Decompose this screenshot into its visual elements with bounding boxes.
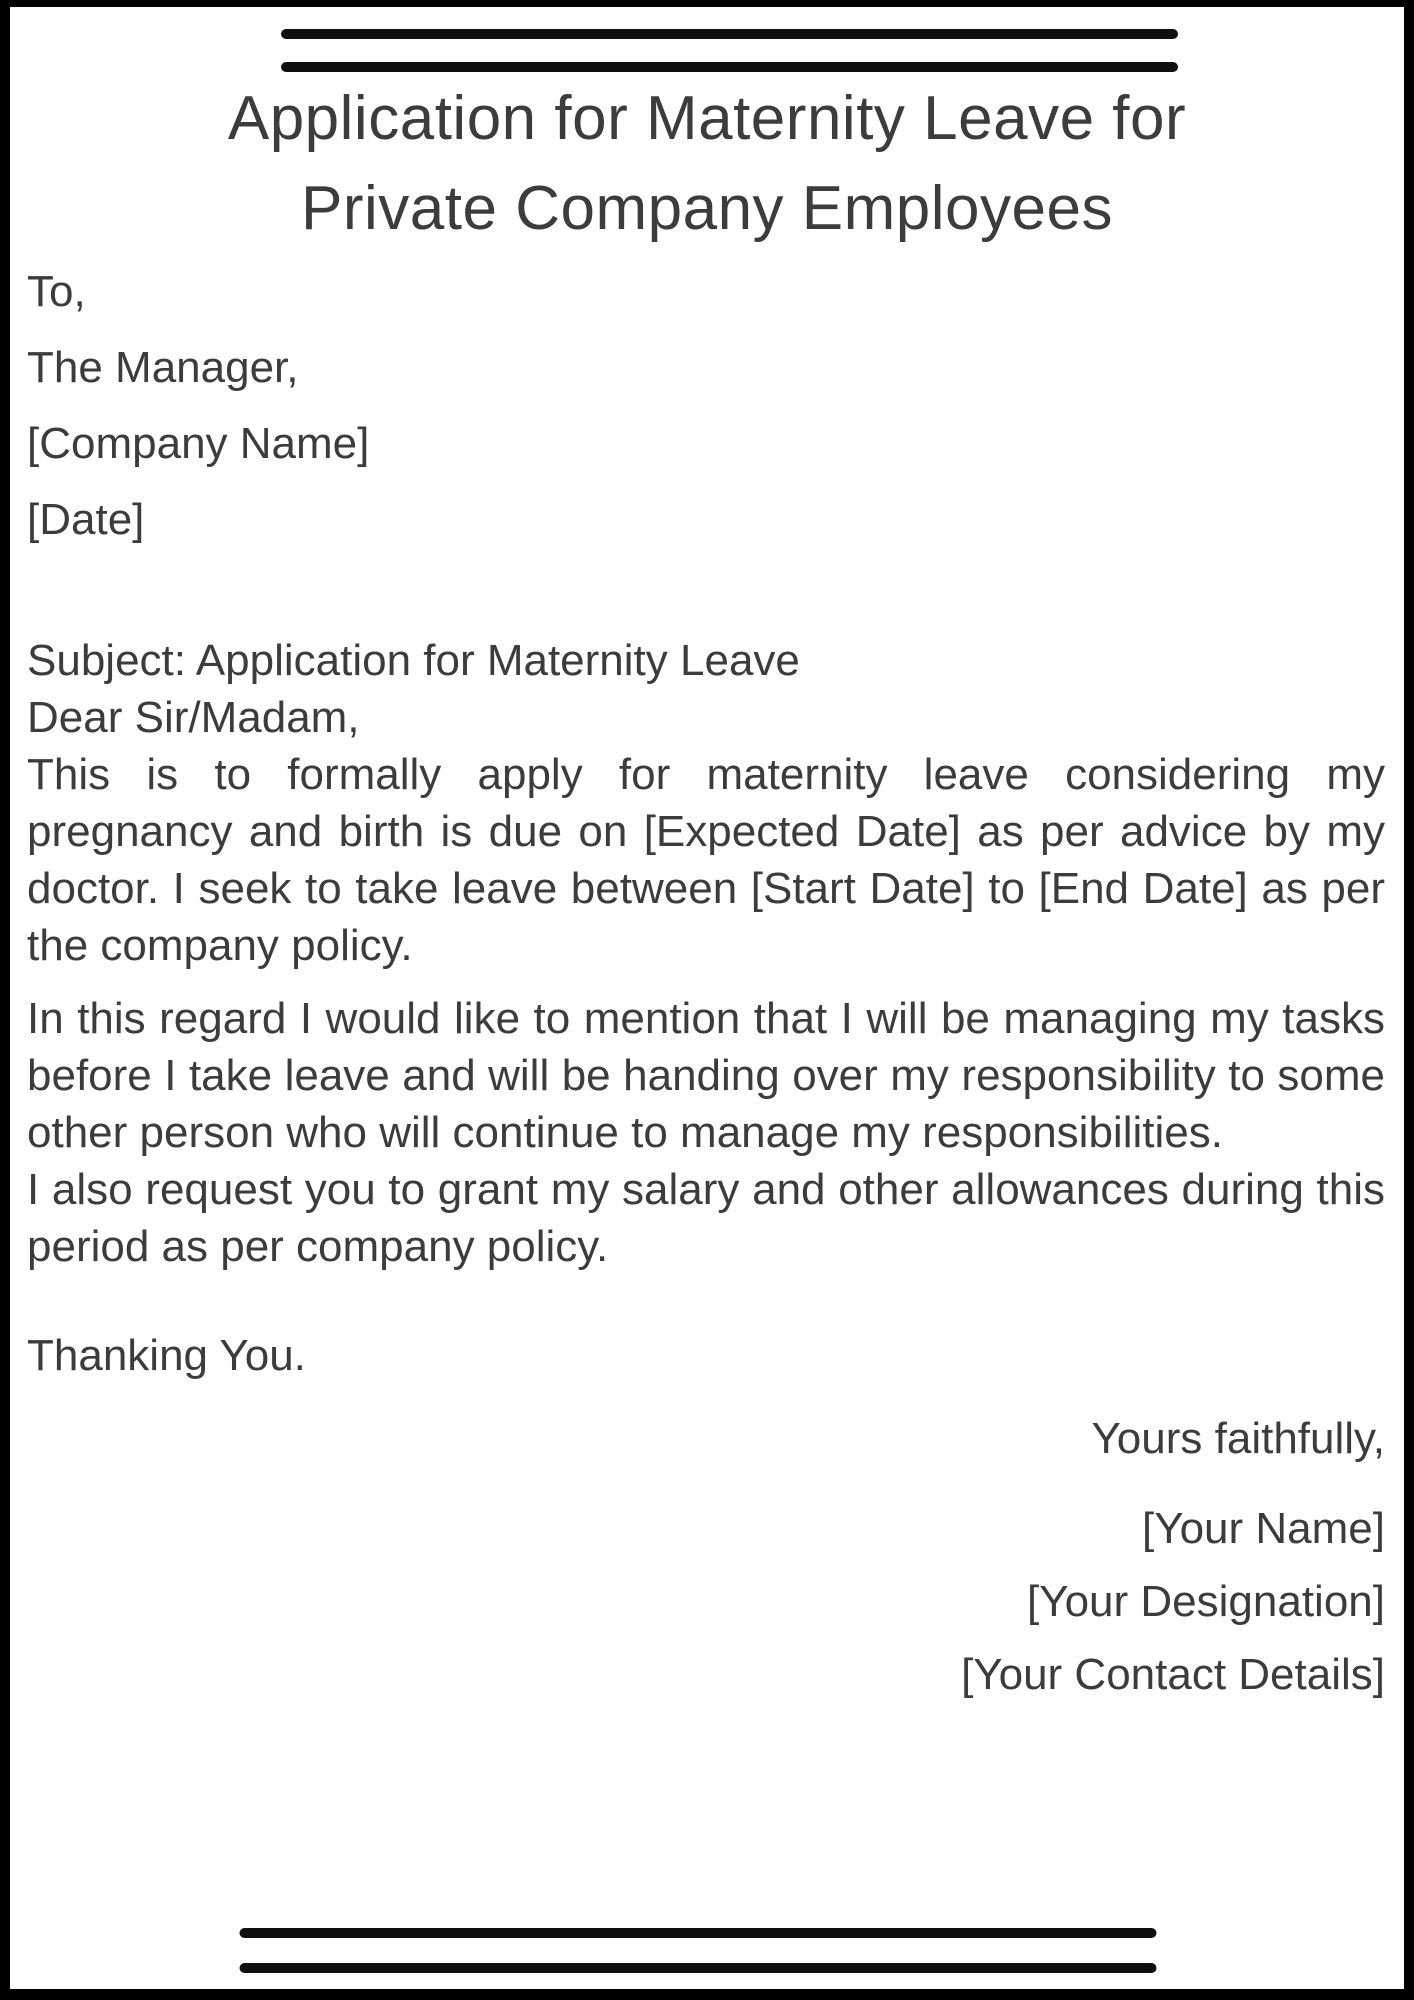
letter-body	[10, 254, 1404, 1711]
closing-line: Yours faithfully,	[1091, 1414, 1385, 1463]
rule-line	[281, 29, 1178, 39]
title-line-2: Private Company Employees	[301, 174, 1113, 243]
subject-block	[27, 632, 1385, 746]
thanks-line: Thanking You.	[27, 1331, 306, 1380]
recipient-line-company: [Company Name]	[27, 419, 370, 468]
rule-line	[240, 1963, 1157, 1973]
page-title	[10, 74, 1404, 254]
top-double-rule	[281, 29, 1178, 72]
salutation: Dear Sir/Madam,	[27, 693, 360, 742]
paragraph-3: I also request you to grant my salary and other allowances during this period as per company policy.	[27, 1165, 1385, 1271]
bottom-double-rule	[240, 1928, 1157, 1973]
rule-line	[281, 62, 1178, 72]
recipient-line-manager: The Manager,	[27, 343, 299, 392]
signature-block	[27, 1492, 1385, 1711]
title-line-1: Application for Maternity Leave for	[227, 84, 1187, 153]
signature-line-name: [Your Name]	[1142, 1504, 1385, 1553]
recipient-line-to: To,	[27, 267, 86, 316]
signature-line-contact: [Your Contact Details]	[961, 1650, 1385, 1699]
rule-line	[240, 1928, 1157, 1938]
paragraph-2: In this regard I would like to mention that I will be managing my tasks before I take leave and will be handing over my responsibility to some other person who will continue to manage my responsibilities.	[27, 994, 1385, 1157]
recipient-line-date: [Date]	[27, 495, 145, 544]
paragraph-1: This is to formally apply for maternity leave considering my pregnancy and birth is due on [Expected Date] as per advice by my doctor. I seek to take leave between [Start Date] to [End Date] as per the company policy.	[27, 750, 1385, 970]
subject-line: Subject: Application for Maternity Leave	[27, 636, 800, 685]
recipient-block	[27, 254, 1385, 558]
signature-line-designation: [Your Designation]	[1027, 1577, 1385, 1626]
